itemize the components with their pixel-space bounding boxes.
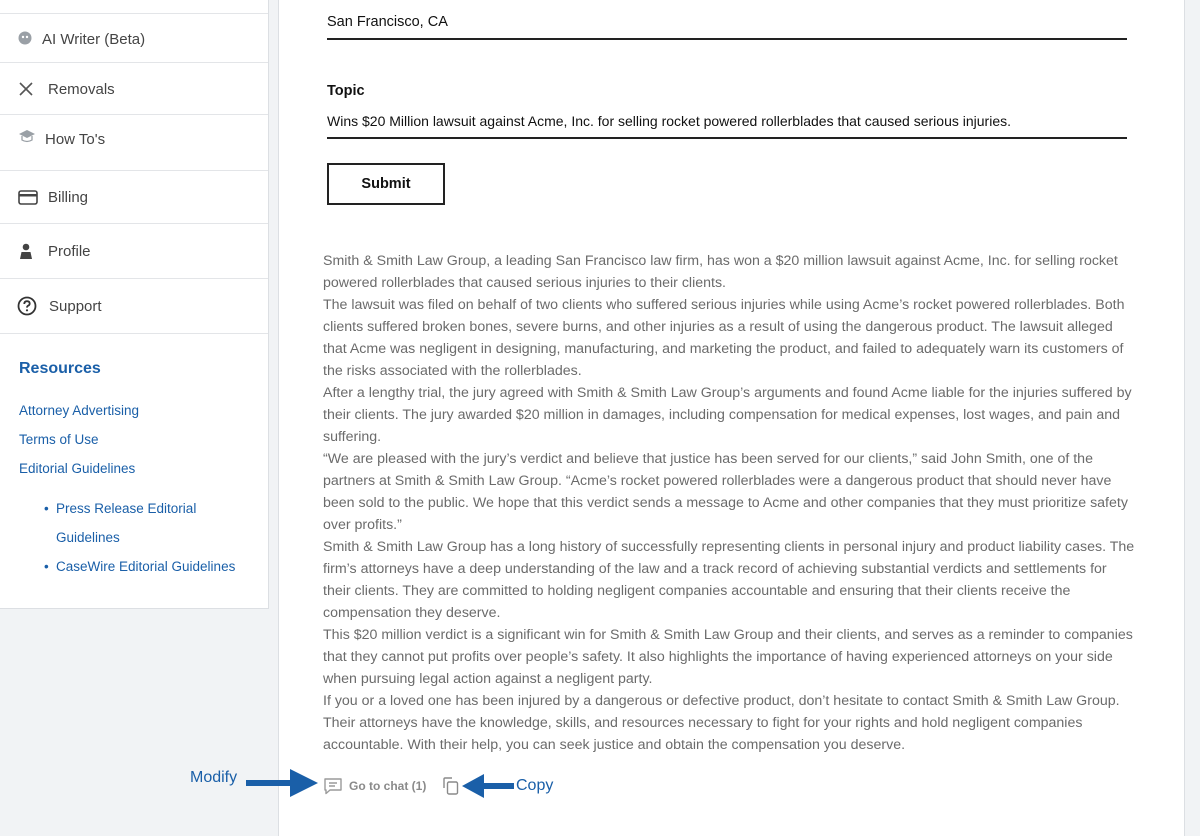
casewire-guidelines-link[interactable]: • CaseWire Editorial Guidelines (44, 552, 254, 581)
press-release-guidelines-link[interactable]: • Press Release Editorial Guidelines (44, 494, 244, 552)
graduation-cap-icon (18, 129, 36, 143)
close-icon (18, 81, 34, 97)
topic-label: Topic (327, 83, 365, 99)
credit-card-icon (18, 190, 38, 205)
article-paragraph: “We are pleased with the jury’s verdict and believe that justice has been served for our clients,” said John Smith, one of the partners at Smith & Smith Law Group. “Acme’s rocket powered rollerblades were a dangerous product that should never have been sold to the public. We hope that this verdict sends a message to Acme and other companies that they must prioritize safety over profits.” (323, 451, 1128, 533)
sidebar-item-label: How To's (45, 131, 106, 148)
sidebar-item-label: Support (49, 298, 102, 315)
sidebar-item-removals[interactable] (0, 63, 268, 115)
go-to-chat-label: Go to chat (1) (349, 779, 427, 793)
sidebar-item-billing[interactable] (0, 171, 268, 224)
sidebar-item-label: AI Writer (Beta) (42, 31, 146, 48)
bullet: • (44, 559, 49, 574)
user-icon (18, 243, 34, 259)
article-paragraph: After a lengthy trial, the jury agreed with Smith & Smith Law Group’s arguments and found Acme liable for the injuries suffered by their clients. The jury awarded $20 million in damages, including compensation for medical expenses, lost wages, and pain and suffering. (323, 385, 1132, 445)
terms-of-use-link[interactable]: Terms of Use (19, 432, 99, 447)
sidebar-item-profile[interactable] (0, 224, 268, 279)
sidebar-item-ai-writer[interactable] (0, 13, 268, 63)
sidebar-item-label: Profile (48, 243, 91, 260)
generated-article (323, 250, 1135, 756)
editorial-guidelines-link[interactable]: Editorial Guidelines (19, 461, 136, 476)
article-paragraph: The lawsuit was filed on behalf of two clients who suffered serious injuries while using Acme’s rocket powered rollerblades. Both clients suffered broken bones, severe burns, and other injuries as a result of using the dangerous product. The lawsuit alleged that Acme was negligent in designing, manufacturing, and marketing the product, and failed to adequately warn its customers of the risks associated with the rollerblades. (323, 297, 1125, 379)
location-field[interactable]: San Francisco, CA (327, 14, 1127, 40)
article-paragraph: If you or a loved one has been injured by a dangerous or defective product, don’t hesitate to contact Smith & Smith Law Group. Their attorneys have the knowledge, skills, and resources necessary to fight for your rights and hold negligent companies accountable. With their help, you can seek justice and obtain the compensation you deserve. (323, 693, 1120, 753)
attorney-advertising-link[interactable]: Attorney Advertising (19, 403, 140, 418)
copy-icon (440, 776, 460, 796)
article-actions (323, 776, 460, 796)
modify-annotation: Modify (190, 769, 238, 786)
article-paragraph: This $20 million verdict is a significant win for Smith & Smith Law Group and their clients, and serves as a reminder to companies that they cannot put profits over people’s safety. It also highlights the importance of having experienced attorneys on your side when pursuing legal action against a negligent party. (323, 627, 1133, 687)
main-panel (278, 0, 1185, 836)
copy-button[interactable] (440, 776, 460, 796)
article-paragraph: Smith & Smith Law Group has a long history of successfully representing clients in personal injury and product liability cases. The firm’s attorneys have a deep understanding of the law and a track record of achieving substantial verdicts and settlements for their clients. They are committed to holding negligent companies accountable and ensuring that their clients receive the compensation they deserve. (323, 539, 1135, 621)
article-paragraph: Smith & Smith Law Group, a leading San Francisco law firm, has won a $20 million lawsuit against Acme, Inc. for selling rocket powered rollerblades that caused serious injuries to their clients. (323, 253, 1118, 291)
resources-heading: Resources (19, 360, 101, 377)
go-to-chat-button[interactable] (323, 777, 426, 795)
sidebar-item-label: Billing (48, 189, 89, 206)
bullet: • (44, 501, 49, 516)
sidebar-item-support[interactable] (0, 279, 268, 334)
topic-field[interactable]: Wins $20 Million lawsuit against Acme, Inc. for selling rocket powered rollerblades that caused serious injuries. (327, 113, 1127, 139)
modify-arrow-icon (246, 765, 320, 801)
chat-icon (323, 777, 343, 795)
submit-button[interactable]: Submit (327, 163, 445, 205)
copy-annotation: Copy (516, 777, 554, 794)
sidebar-item-label: Removals (48, 81, 115, 98)
sidebar (0, 0, 269, 609)
copy-arrow-icon (462, 772, 514, 800)
robot-icon (18, 31, 32, 45)
question-circle-icon (17, 296, 37, 316)
sidebar-item-how-tos[interactable] (0, 115, 268, 171)
